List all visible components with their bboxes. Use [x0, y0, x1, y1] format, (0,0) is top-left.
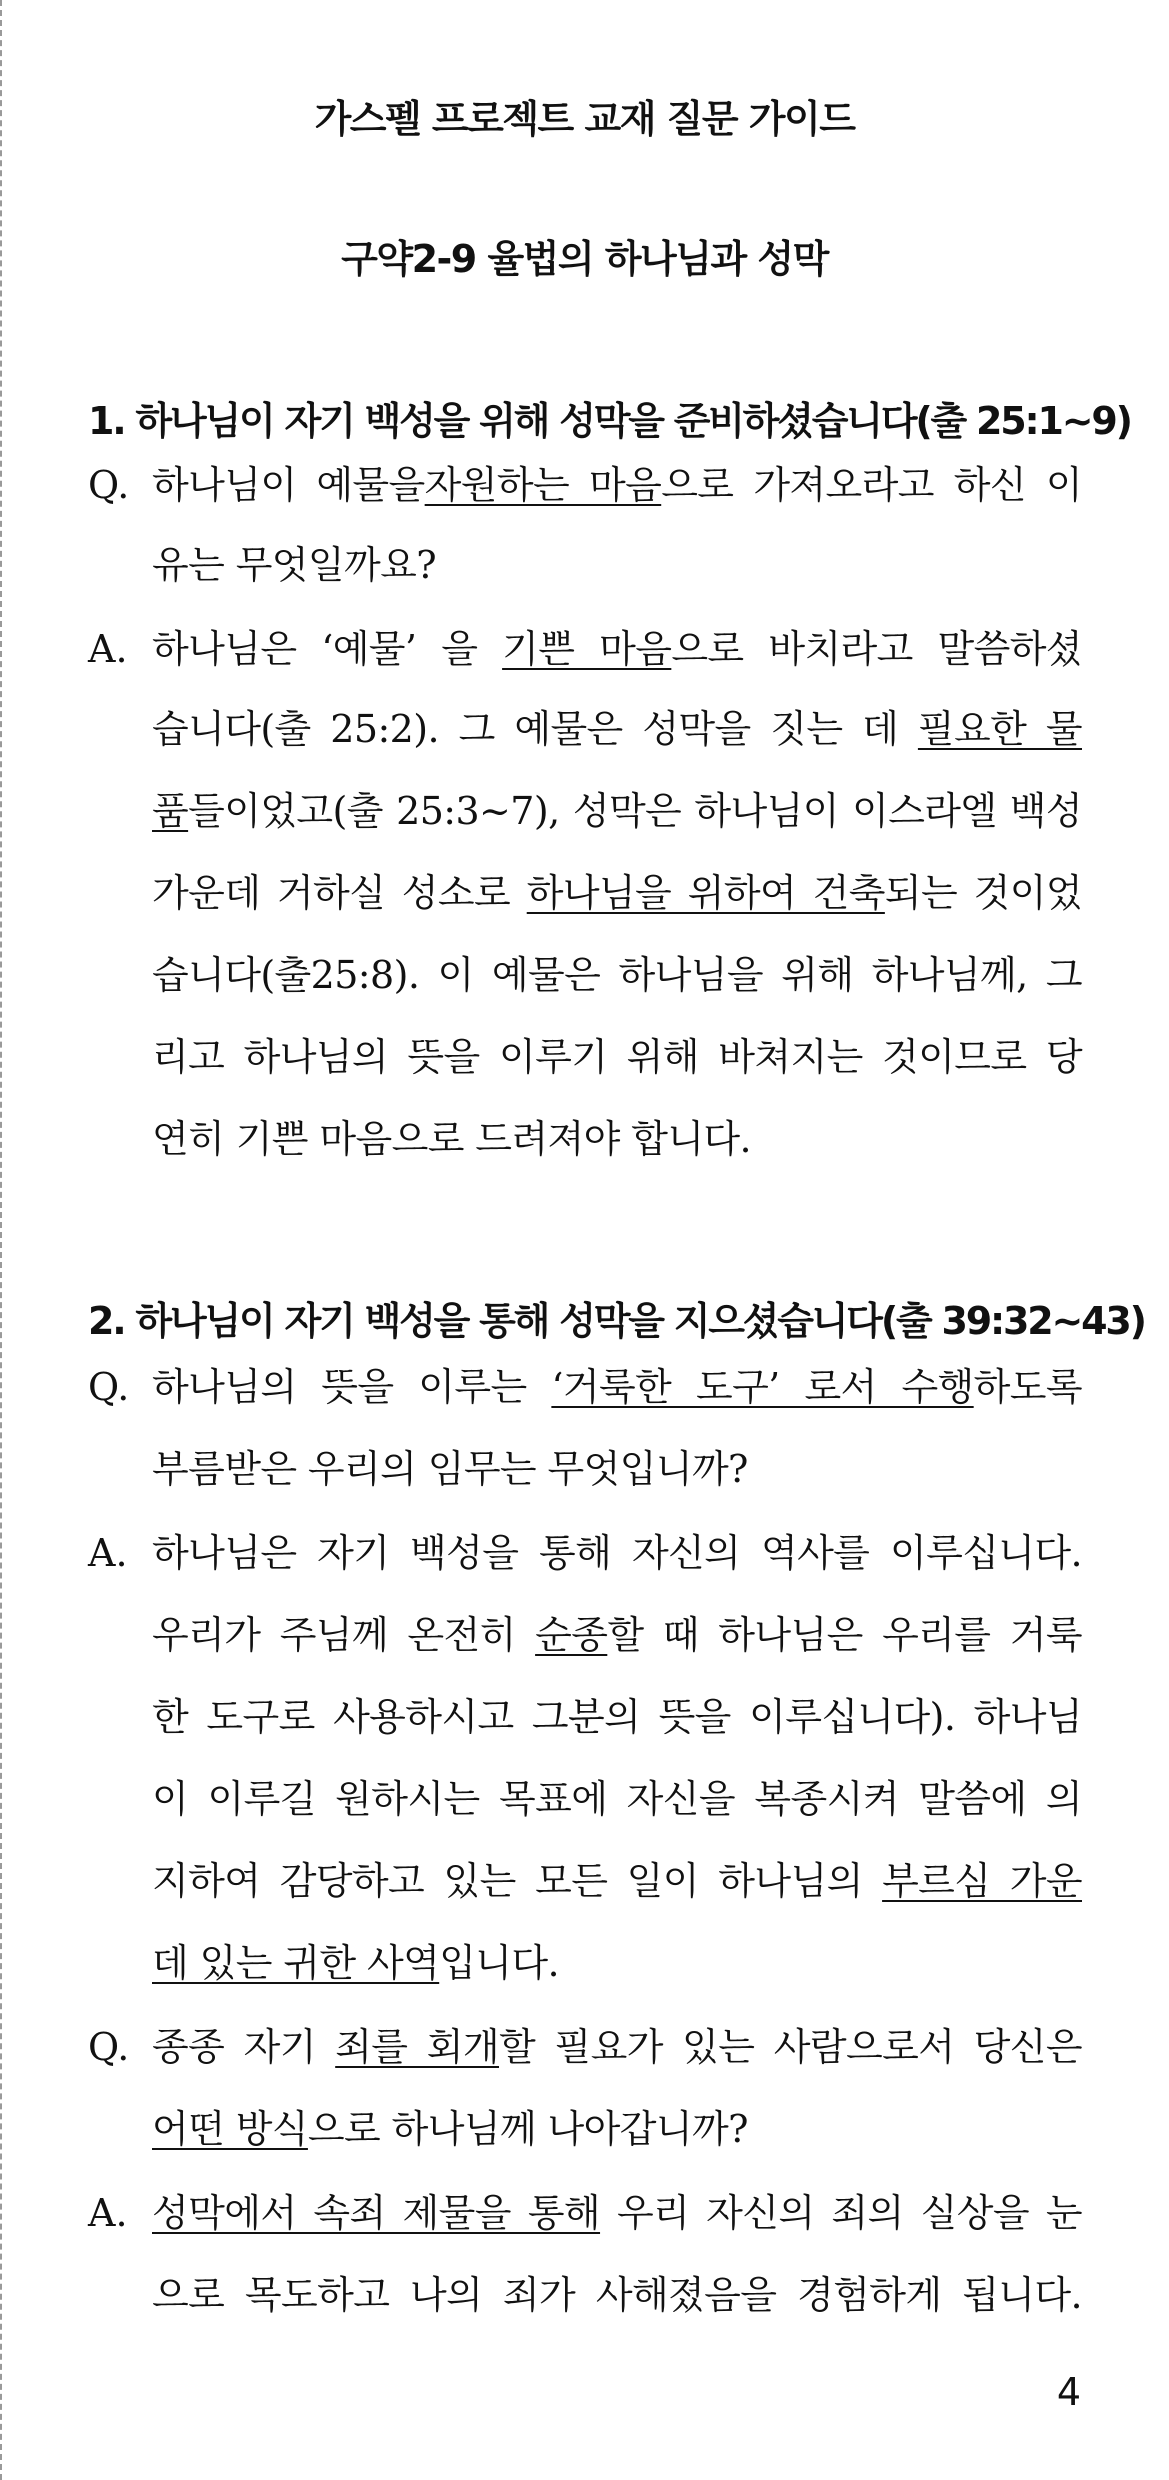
- page-number: 4: [1056, 2370, 1081, 2414]
- underlined-phrase: 순종: [535, 1613, 608, 1657]
- answer-line: 가운데 거하실 성소로 하나님을 위하여 건축되는 것이었: [152, 871, 1082, 915]
- answer-line: 연히 기쁜 마음으로 드려져야 합니다.: [152, 1117, 752, 1161]
- question-line: 하나님이 예물을자원하는 마음으로 가져오라고 하신 이: [152, 463, 1082, 507]
- question-line: 종종 자기 죄를 회개할 필요가 있는 사람으로서 당신은: [152, 2025, 1082, 2069]
- answer-mark: A.: [88, 2191, 128, 2235]
- answer-line: 한 도구로 사용하시고 그분의 뜻을 이루십니다). 하나님: [152, 1695, 1082, 1739]
- underlined-phrase: 어떤 방식: [152, 2107, 308, 2151]
- answer-line: 지하여 감당하고 있는 모든 일이 하나님의 부르심 가운: [152, 1859, 1082, 1903]
- underlined-phrase: 품: [152, 789, 189, 833]
- document-title: 가스펠 프로젝트 교재 질문 가이드: [314, 97, 855, 141]
- lesson-title: 구약2-9 율법의 하나님과 성막: [341, 237, 828, 281]
- underlined-phrase: 죄를 회개: [335, 2025, 499, 2069]
- underlined-phrase: 성막에서 속죄 제물을 통해: [152, 2191, 601, 2235]
- answer-line: 하나님은 자기 백성을 통해 자신의 역사를 이루십니다.: [152, 1531, 1082, 1575]
- answer-line: 으로 목도하고 나의 죄가 사해졌음을 경험하게 됩니다.: [152, 2273, 1082, 2317]
- section-1-heading: 1. 하나님이 자기 백성을 위해 성막을 준비하셨습니다(출 25:1~9): [88, 399, 1131, 443]
- underlined-phrase: 기쁜 마음: [502, 627, 672, 671]
- question-line: 유는 무엇일까요?: [152, 543, 437, 587]
- underlined-phrase: 데 있는 귀한 사역: [152, 1941, 440, 1985]
- answer-line: 습니다(출25:8). 이 예물은 하나님을 위해 하나님께, 그: [152, 953, 1082, 997]
- underlined-phrase: 부르심 가운: [882, 1859, 1082, 1903]
- answer-line: 이 이루길 원하시는 목표에 자신을 복종시켜 말씀에 의: [152, 1777, 1082, 1821]
- page-left-edge: [0, 0, 3, 2480]
- question-mark: Q.: [88, 463, 130, 507]
- question-line: 부름받은 우리의 임무는 무엇입니까?: [152, 1447, 748, 1491]
- answer-mark: A.: [88, 627, 128, 671]
- answer-line: 리고 하나님의 뜻을 이루기 위해 바쳐지는 것이므로 당: [152, 1035, 1082, 1079]
- underlined-phrase: ‘거룩한 도구’ 로서 수행: [551, 1365, 974, 1409]
- underlined-phrase: 필요한 물: [917, 707, 1082, 751]
- answer-line: 하나님은 ‘예물’ 을 기쁜 마음으로 바치라고 말씀하셨: [152, 627, 1082, 671]
- underlined-phrase: 자원하는 마음: [424, 463, 662, 507]
- answer-line: 습니다(출 25:2). 그 예물은 성막을 짓는 데 필요한 물: [152, 707, 1082, 751]
- section-2-heading: 2. 하나님이 자기 백성을 통해 성막을 지으셨습니다(출 39:32~43): [88, 1299, 1145, 1343]
- answer-line: 성막에서 속죄 제물을 통해 우리 자신의 죄의 실상을 눈: [152, 2191, 1082, 2235]
- question-line: 하나님의 뜻을 이루는 ‘거룩한 도구’ 로서 수행하도록: [152, 1365, 1082, 1409]
- question-mark: Q.: [88, 2025, 130, 2069]
- answer-mark: A.: [88, 1531, 128, 1575]
- question-mark: Q.: [88, 1365, 130, 1409]
- answer-line: 데 있는 귀한 사역입니다.: [152, 1941, 560, 1985]
- answer-line: 품들이었고(출 25:3~7), 성막은 하나님이 이스라엘 백성: [152, 789, 1082, 833]
- underlined-phrase: 하나님을 위하여 건축: [526, 871, 885, 915]
- answer-line: 우리가 주님께 온전히 순종할 때 하나님은 우리를 거룩: [152, 1613, 1082, 1657]
- question-line: 어떤 방식으로 하나님께 나아갑니까?: [152, 2107, 748, 2151]
